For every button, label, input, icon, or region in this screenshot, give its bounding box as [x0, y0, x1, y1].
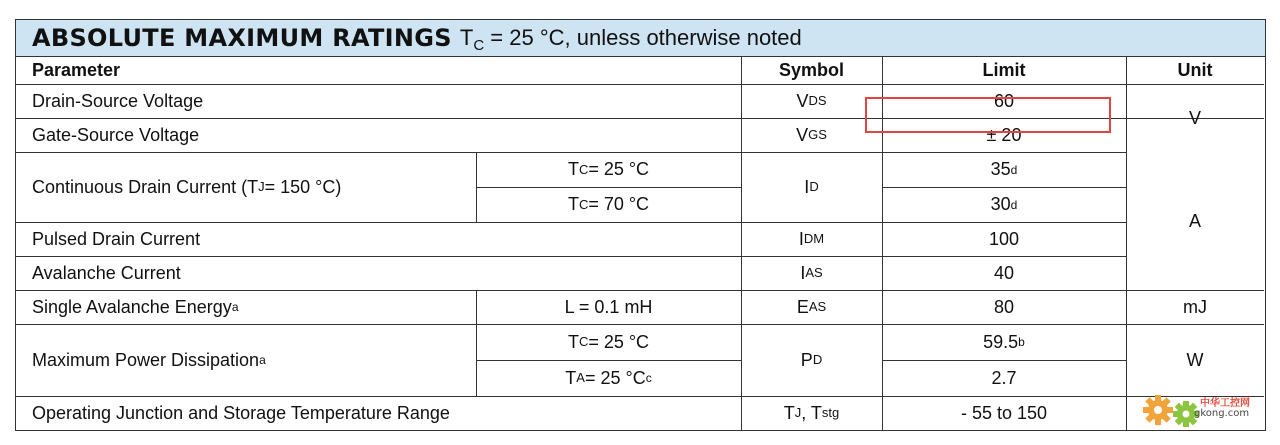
symbol-id: I D [804, 176, 819, 197]
param-drain-source-voltage: Drain-Source Voltage [32, 90, 204, 111]
highlight-box [865, 97, 1111, 133]
param-single-avalanche-energy: Single Avalanche Energy a [32, 296, 239, 317]
limit-temperature: - 55 to 150 [960, 402, 1048, 423]
condition-tc-25: T C = 25 °C [567, 331, 650, 352]
limit-id-70: 30 d [990, 194, 1018, 214]
watermark-url: gkong.com [1194, 408, 1250, 419]
limit-eas: 80 [993, 296, 1015, 317]
condition-tc-25: T C = 25 °C [567, 159, 650, 179]
limit-ias: 40 [993, 262, 1015, 283]
header-symbol: Symbol [778, 60, 844, 80]
symbol-vds: V DS [796, 90, 827, 111]
symbol-pd: P D [800, 349, 823, 370]
symbol-ias: I AS [800, 262, 823, 283]
limit-vds: 60 [993, 90, 1015, 111]
condition-inductance: L = 0.1 mH [564, 296, 653, 317]
header-limit: Limit [982, 60, 1026, 80]
param-gate-source-voltage: Gate-Source Voltage [32, 124, 200, 145]
symbol-tj-tstg: T J , T stg [783, 402, 840, 423]
table-title-condition: $T_C = 25$ °C, unless otherwise noted [459, 25, 802, 54]
watermark [1138, 386, 1272, 436]
param-pulsed-drain-current: Pulsed Drain Current [32, 228, 201, 249]
limit-pd-tc: 59.5 b [983, 331, 1025, 352]
limit-pd-ta: 2.7 [991, 367, 1017, 388]
symbol-idm: I DM [798, 228, 825, 249]
limit-vgs: ± 20 [986, 124, 1022, 145]
limit-idm: 100 [988, 228, 1020, 249]
symbol-eas: E AS [796, 296, 827, 317]
unit-power: W [1186, 349, 1204, 370]
table-title-bar [16, 20, 1265, 57]
param-continuous-drain-current: Continuous Drain Current (T J = 150 °C) [32, 176, 342, 197]
param-maximum-power-dissipation: Maximum Power Dissipation a [32, 349, 266, 370]
condition-tc-70: T C = 70 °C [567, 194, 650, 214]
header-parameter: Parameter [32, 60, 121, 80]
condition-ta-25: T A = 25 °C c [565, 367, 652, 388]
unit-voltage: V [1188, 107, 1201, 128]
param-operating-temperature-range: Operating Junction and Storage Temperature Range [32, 402, 450, 423]
param-avalanche-current: Avalanche Current [32, 262, 181, 283]
ratings-table [15, 19, 1266, 431]
symbol-vgs: V GS [796, 124, 827, 145]
limit-id-25: 35 d [990, 159, 1018, 179]
unit-current: A [1188, 210, 1201, 231]
table-title: ABSOLUTE MAXIMUM RATINGS [32, 24, 452, 52]
unit-energy: mJ [1183, 296, 1207, 317]
header-unit: Unit [1177, 60, 1213, 80]
watermark-title: 中华工控网 [1200, 398, 1250, 409]
